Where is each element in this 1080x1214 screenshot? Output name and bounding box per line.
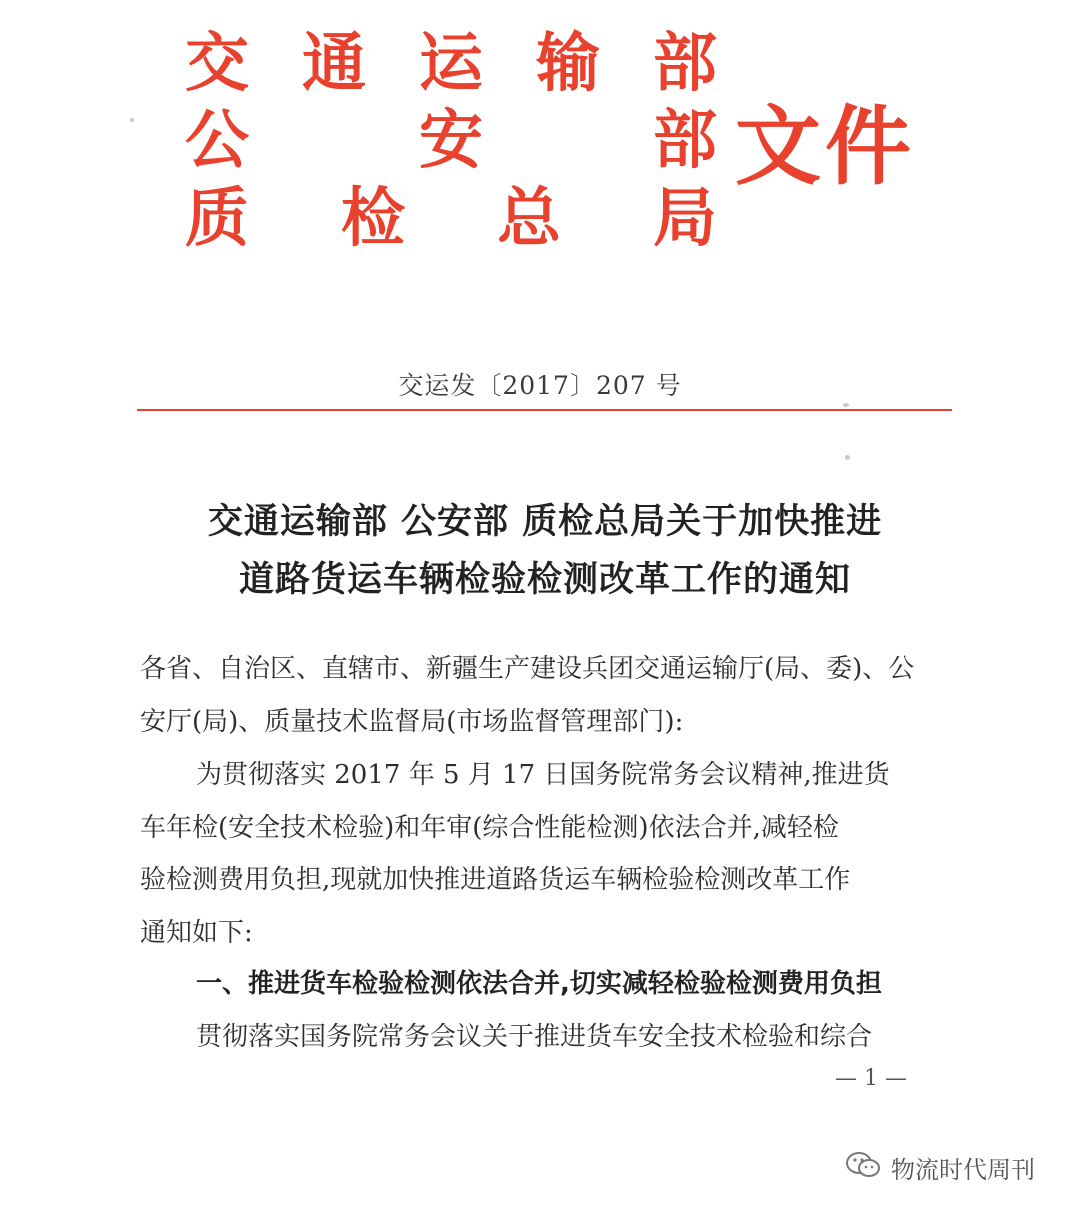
issuer-char: 质	[185, 181, 249, 256]
scan-speck	[845, 455, 850, 460]
issuer-char: 部	[653, 103, 717, 178]
watermark	[845, 1150, 1035, 1184]
issuer-char: 交	[185, 26, 249, 101]
addressee-line-2: 安厅(局)、质量技术监督局(市场监督管理部门):	[140, 707, 684, 737]
watermark-text: 物流时代周刊	[891, 1155, 1035, 1184]
issuer-char: 总	[497, 181, 561, 256]
document-number: 交运发〔2017〕207 号	[398, 371, 682, 400]
paragraph-line: 为贯彻落实 2017 年 5 月 17 日国务院常务会议精神,推进货	[196, 760, 890, 790]
section-heading: 一、推进货车检验检测依法合并,切实减轻检验检测费用负担	[196, 969, 882, 999]
scan-speck	[130, 118, 134, 122]
issuer-char: 公	[185, 103, 249, 178]
red-divider	[137, 409, 952, 411]
paragraph-line: 验检测费用负担,现就加快推进道路货运车辆检验检测改革工作	[140, 865, 851, 895]
issuer-char: 检	[341, 181, 405, 256]
issuer-char: 通	[302, 26, 366, 101]
page-number: — 1 —	[835, 1066, 907, 1091]
issuer-char: 运	[419, 26, 483, 101]
title-line-2: 道路货运车辆检验检测改革工作的通知	[238, 560, 851, 600]
issuer-char: 部	[653, 26, 717, 101]
paragraph-line: 通知如下:	[140, 918, 253, 948]
issuer-char: 输	[536, 26, 600, 101]
document-word: 文件	[735, 96, 915, 197]
paragraph-line: 车年检(安全技术检验)和年审(综合性能检测)依法合并,减轻检	[140, 813, 839, 843]
addressee-line-1: 各省、自治区、直辖市、新疆生产建设兵团交通运输厅(局、委)、公	[140, 654, 915, 684]
scan-speck	[843, 403, 849, 407]
paragraph-line: 贯彻落实国务院常务会议关于推进货车安全技术检验和综合	[196, 1022, 873, 1052]
issuer-char: 安	[419, 103, 483, 178]
title-line-1: 交通运输部 公安部 质检总局关于加快推进	[207, 502, 883, 542]
issuer-char: 局	[653, 181, 717, 256]
wechat-icon	[845, 1150, 883, 1184]
